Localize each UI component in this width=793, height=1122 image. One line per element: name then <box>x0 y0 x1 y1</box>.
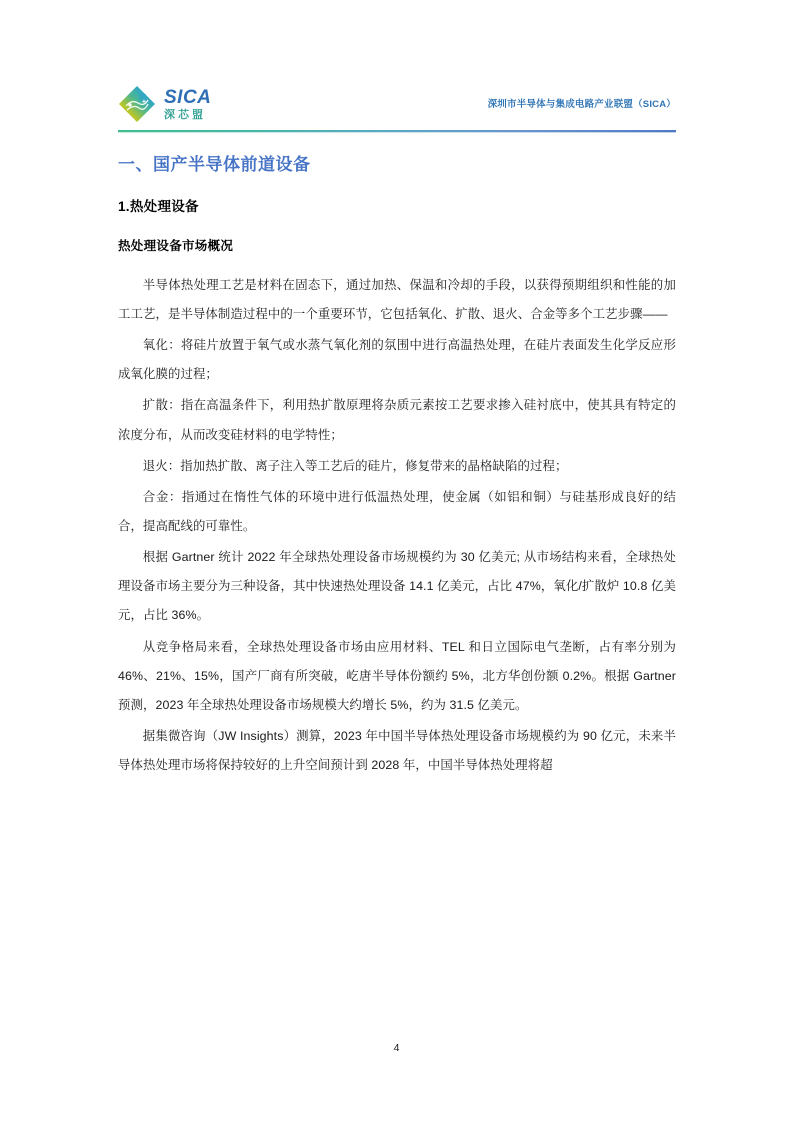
brand-wordmark-chinese: 深芯盟 <box>164 108 206 121</box>
brand-wordmark-latin: SICA <box>164 86 212 108</box>
paragraph: 半导体热处理工艺是材料在固态下，通过加热、保温和冷却的手段，以获得预期组织和性能的加工工艺，是半导体制造过程中的一个重要环节，它包括氧化、扩散、退火、合金等多个工艺步骤—— <box>118 277 676 322</box>
subsection-heading: 1.热处理设备 <box>118 199 199 215</box>
paragraph: 从竞争格局来看，全球热处理设备市场由应用材料、TEL 和日立国际电气垄断，占有率分别为 46%、21%、15%，国产厂商有所突破，屹唐半导体份额约 5%，北方华创份额 0.2%。根据 Gartner 预测，2023 年全球热处理设备市场规模大约增长 5%，约为 31.5 亿美元。 <box>118 639 676 712</box>
paragraph: 合金：指通过在惰性气体的环境中进行低温热处理，使金属（如铝和铜）与硅基形成良好的结合，提高配线的可靠性。 <box>118 489 676 534</box>
paragraph: 据集微咨询（JW Insights）测算，2023 年中国半导体热处理设备市场规模约为 90 亿元，未来半导体热处理市场将保持较好的上升空间预计到 2028 年，中国半导体热处理将超 <box>118 729 676 773</box>
subsubsection-heading: 热处理设备市场概况 <box>118 238 234 253</box>
paragraph: 扩散：指在高温条件下，利用热扩散原理将杂质元素按工艺要求掺入硅衬底中，使其具有特定的浓度分布，从而改变硅材料的电学特性； <box>118 398 676 442</box>
organization-name: 深圳市半导体与集成电路产业联盟（SICA） <box>487 99 676 110</box>
sica-diamond-logo-icon <box>118 85 156 123</box>
paragraph: 退火：指加热扩散、离子注入等工艺后的硅片，修复带来的晶格缺陷的过程； <box>142 458 568 473</box>
brand-lockup <box>118 85 211 123</box>
section-heading: 一、国产半导体前道设备 <box>118 155 311 174</box>
paragraph: 氧化：将硅片放置于氧气或水蒸气氧化剂的氛围中进行高温热处理，在硅片表面发生化学反应形成氧化膜的过程； <box>118 338 676 382</box>
document-body <box>118 150 676 780</box>
paragraph: 根据 Gartner 统计 2022 年全球热处理设备市场规模约为 30 亿美元; 从市场结构来看，全球热处理设备市场主要分为三种设备，其中快速热处理设备 14.1 亿美元，占比 47%，氧化/扩散炉 10.8 亿美元，占比 36%。 <box>118 550 676 623</box>
brand-wordmark <box>164 88 211 121</box>
page-number: 4 <box>393 1042 400 1054</box>
header-divider-shadow <box>118 132 676 133</box>
page-header <box>118 78 676 130</box>
